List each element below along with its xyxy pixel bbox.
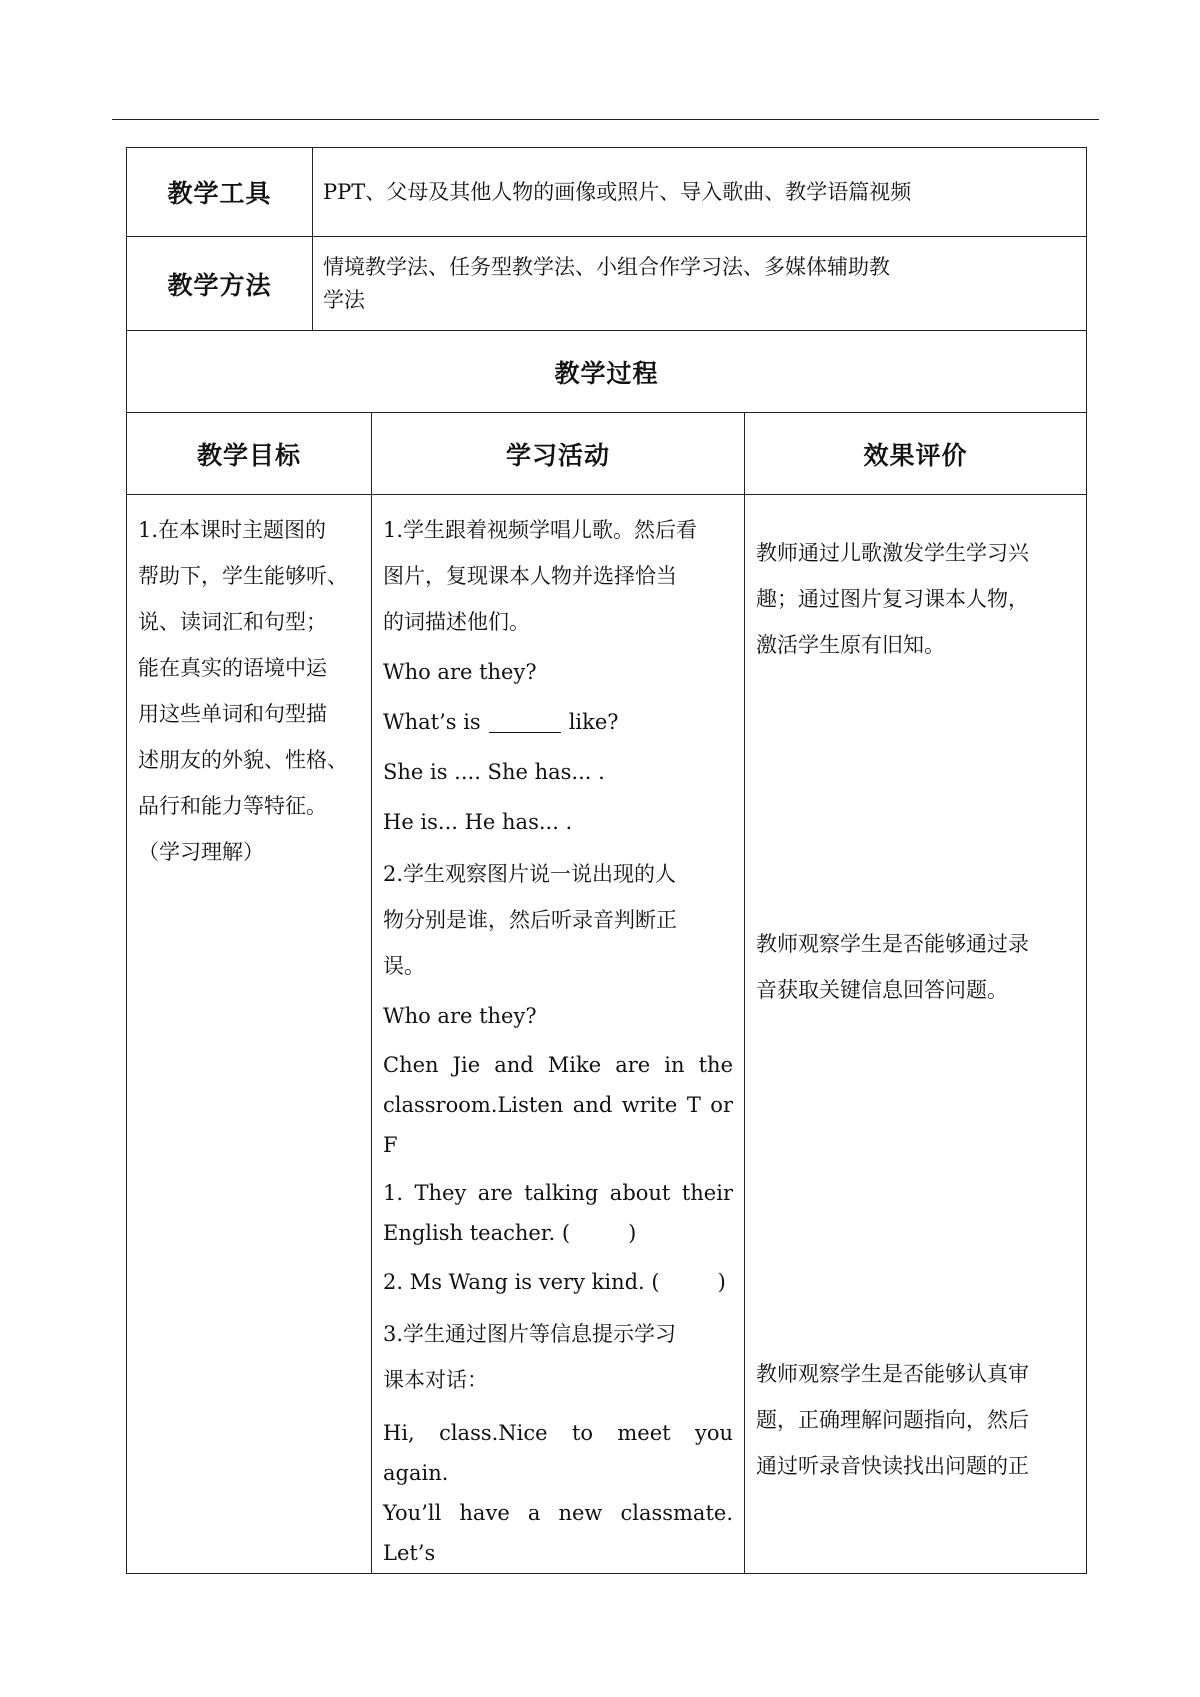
activity-3-line: 3.学生通过图片等信息提示学习 bbox=[383, 1322, 677, 1346]
activity-2-instruction bbox=[383, 1045, 733, 1165]
evaluation-3-line: 题，正确理解问题指向，然后 bbox=[756, 1408, 1029, 1432]
activity-1-question-pre: What’s is bbox=[383, 710, 481, 734]
activity-1-question: He is... He has... . bbox=[383, 810, 573, 834]
activity-2-item-1-line: 1. They are talking about their bbox=[383, 1181, 733, 1205]
activity-2-item-2 bbox=[383, 1261, 733, 1303]
activity-2-question: Who are they? bbox=[383, 1004, 537, 1028]
activity-2-instruction-line: classroom.Listen and write T or F bbox=[383, 1093, 733, 1157]
activity-2-item-2-text: 2. Ms Wang is very kind. ( bbox=[383, 1270, 660, 1294]
evaluation-3-line: 通过听录音快读找出问题的正 bbox=[756, 1454, 1029, 1478]
activity-2-line: 2.学生观察图片说一说出现的人 bbox=[383, 862, 677, 886]
fill-blank-line bbox=[489, 708, 561, 733]
activity-2-item-1 bbox=[383, 1173, 733, 1253]
activity-3-dialogue-line: Hi, class.Nice to meet you again. bbox=[383, 1421, 733, 1485]
activity-2-instruction-line: Chen Jie and Mike are in the bbox=[383, 1053, 733, 1077]
activity-2-line: 物分别是谁，然后听录音判断正 bbox=[383, 908, 677, 932]
methods-value-line-1: 情境教学法、任务型教学法、小组合作学习法、多媒体辅助教 bbox=[323, 254, 890, 279]
evaluation-1-line: 趣；通过图片复习课本人物， bbox=[756, 587, 1029, 611]
column-header-objectives: 教学目标 bbox=[127, 413, 372, 495]
section-title-row bbox=[127, 331, 1087, 413]
header-rule bbox=[112, 119, 1099, 120]
activity-1-line: 的词描述他们。 bbox=[383, 610, 530, 634]
activity-3-dialogue-line: You’ll have a new classmate. Let’s bbox=[383, 1501, 733, 1565]
section-title: 教学过程 bbox=[127, 331, 1087, 413]
process-row bbox=[127, 495, 1087, 1574]
methods-row bbox=[127, 237, 1087, 331]
evaluation-2-line: 教师观察学生是否能够通过录 bbox=[756, 932, 1029, 956]
activity-1-question: She is .... She has... . bbox=[383, 760, 605, 784]
evaluation-2-line: 音获取关键信息回答问题。 bbox=[756, 978, 1008, 1002]
activity-1-line: 图片，复现课本人物并选择恰当 bbox=[383, 564, 677, 588]
evaluation-1-line: 激活学生原有旧知。 bbox=[756, 633, 945, 657]
objective-line: 用这些单词和句型描 bbox=[138, 702, 327, 726]
objective-line: 说、读词汇和句型； bbox=[138, 610, 327, 634]
activity-2-line: 误。 bbox=[383, 954, 425, 978]
activity-2-item-1-line bbox=[383, 1213, 733, 1253]
objective-line: 1.在本课时主题图的 bbox=[138, 518, 327, 542]
activity-3-dialogue bbox=[383, 1413, 733, 1573]
activity-2-item-2-close: ) bbox=[717, 1270, 726, 1294]
activity-1-question bbox=[383, 701, 733, 743]
evaluation-3-line: 教师观察学生是否能够认真审 bbox=[756, 1362, 1029, 1386]
methods-value-line-2: 学法 bbox=[323, 287, 365, 312]
activities-cell bbox=[372, 495, 745, 1574]
activity-1-question: Who are they? bbox=[383, 660, 537, 684]
objective-line: （学习理解） bbox=[138, 840, 264, 864]
activity-3-line: 课本对话： bbox=[383, 1368, 488, 1392]
column-header-row bbox=[127, 413, 1087, 495]
evaluation-1-line: 教师通过儿歌激发学生学习兴 bbox=[756, 541, 1029, 565]
column-header-activities: 学习活动 bbox=[372, 413, 745, 495]
methods-value bbox=[313, 237, 1087, 331]
activity-2-item-1-text: English teacher. ( bbox=[383, 1221, 571, 1245]
activity-1-question-post: like? bbox=[568, 710, 619, 734]
activity-2-item-1-close: ) bbox=[628, 1221, 637, 1245]
lesson-plan-table bbox=[126, 147, 1087, 1574]
objective-line: 品行和能力等特征。 bbox=[138, 794, 327, 818]
tools-row bbox=[127, 148, 1087, 237]
tools-label: 教学工具 bbox=[127, 148, 313, 237]
objective-line: 帮助下，学生能够听、 bbox=[138, 564, 348, 588]
column-header-evaluation: 效果评价 bbox=[745, 413, 1087, 495]
objective-cell bbox=[127, 495, 372, 1574]
objective-line: 述朋友的外貌、性格、 bbox=[138, 748, 348, 772]
methods-label: 教学方法 bbox=[127, 237, 313, 331]
tools-value: PPT、父母及其他人物的画像或照片、导入歌曲、教学语篇视频 bbox=[313, 148, 1087, 237]
activity-1-line: 1.学生跟着视频学唱儿歌。然后看 bbox=[383, 518, 698, 542]
evaluation-cell bbox=[745, 495, 1087, 1574]
objective-line: 能在真实的语境中运 bbox=[138, 656, 327, 680]
